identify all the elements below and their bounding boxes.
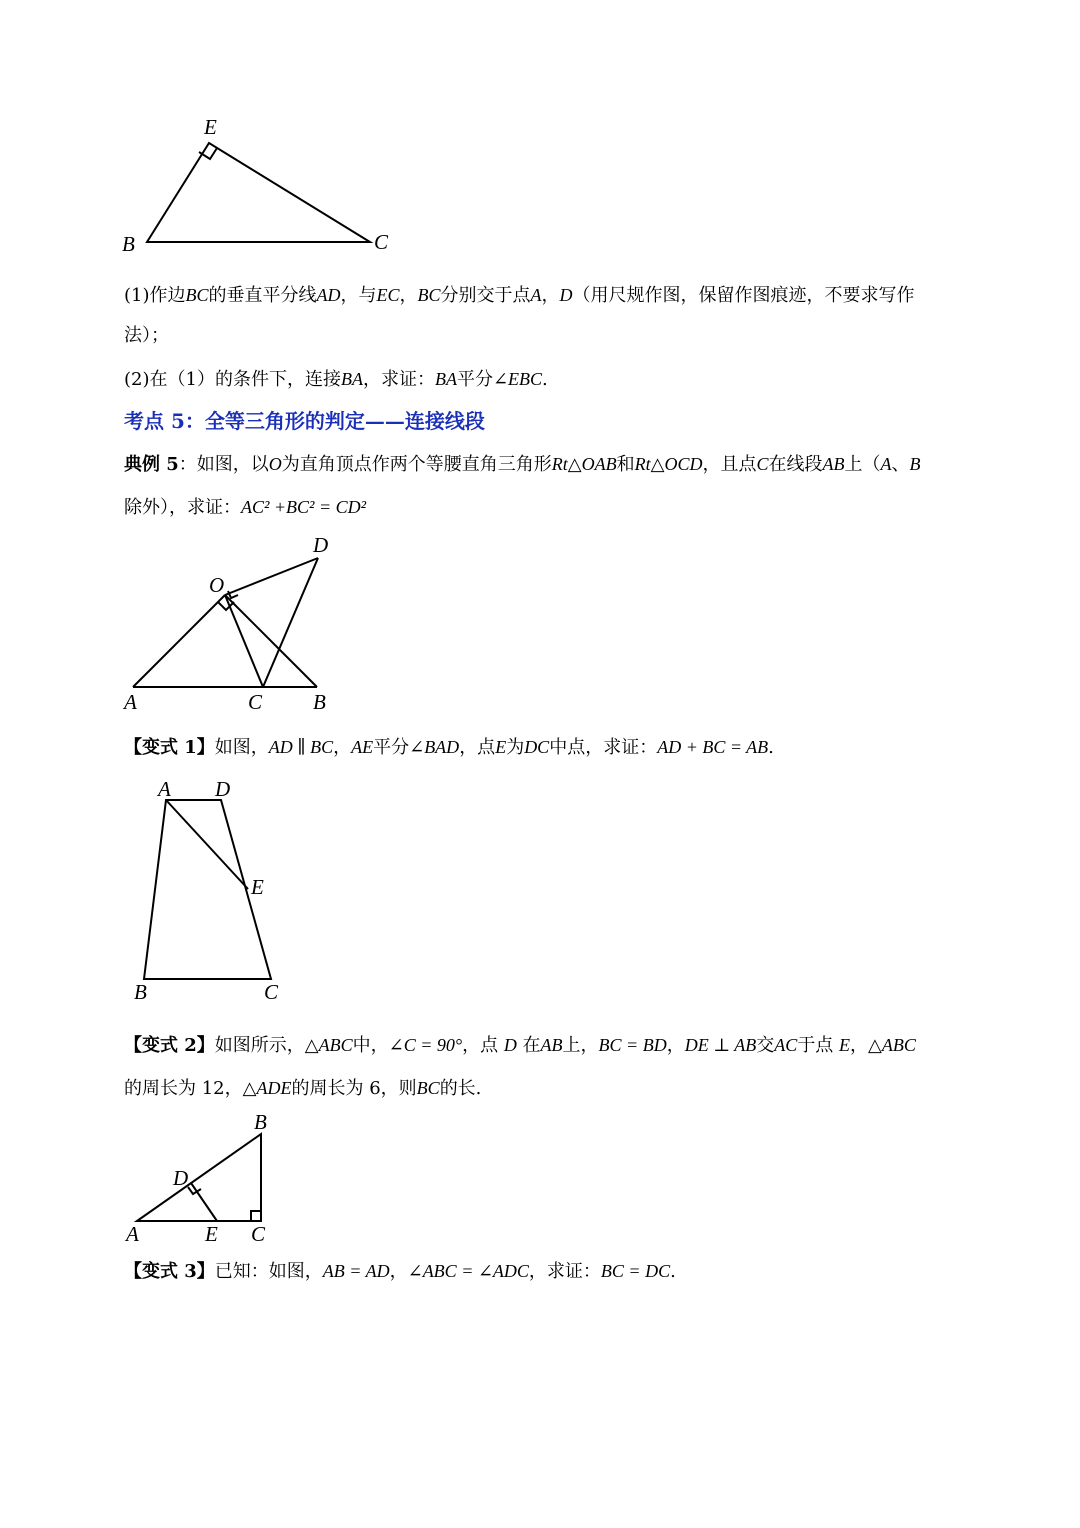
question-1-line-2: 法）； xyxy=(124,325,169,346)
variant-2-line-2: 的周长为 12，△ADE的周长为 6，则BC的长. xyxy=(124,1078,482,1099)
example-5-line-2: 除外），求证：AC² +BC² = CD² xyxy=(124,497,366,518)
triangle-ebc xyxy=(147,143,370,242)
segment-ae xyxy=(166,800,248,889)
segment-ob xyxy=(225,595,317,687)
label-e: E xyxy=(204,115,217,139)
variant-1: 【变式 1】如图，AD ∥ BC，AE平分∠BAD，点E为DC中点，求证：AD + BC = AB. xyxy=(124,737,774,758)
question-1-line-1: (1)作边BC的垂直平分线AD，与EC，BC分别交于点A，D（用尺规作图，保留作图痕迹，不要求写作 xyxy=(124,285,915,306)
label-a: A xyxy=(158,777,171,801)
question-2: (2)在（1）的条件下，连接BA，求证：BA平分∠EBC. xyxy=(124,369,548,390)
label-b: B xyxy=(122,232,135,256)
right-angle-mark-e xyxy=(199,148,217,159)
example-5-line-1: 典例 5：如图，以O为直角顶点作两个等腰直角三角形Rt△OAB和Rt△OCD，且点C在线段AB上（A、B xyxy=(124,454,921,475)
label-a: A xyxy=(124,690,137,714)
figure-triangle-ebc xyxy=(120,110,420,260)
label-o: O xyxy=(209,573,225,597)
figure-triangles-oab-ocd xyxy=(120,530,350,720)
label-e: E xyxy=(251,875,264,899)
label-d: D xyxy=(173,1166,189,1190)
segment-de xyxy=(191,1183,217,1221)
label-c: C xyxy=(248,690,263,714)
segment-oc xyxy=(225,595,263,687)
label-b: B xyxy=(313,690,326,714)
figure-right-triangle-abc xyxy=(120,1108,290,1248)
label-c: C xyxy=(264,980,279,1004)
section-5-heading: 考点 5：全等三角形的判定——连接线段 xyxy=(124,409,485,433)
label-a: A xyxy=(126,1222,139,1246)
label-b: B xyxy=(134,980,147,1004)
segment-ao xyxy=(133,595,225,687)
label-c: C xyxy=(374,230,389,254)
label-b: B xyxy=(254,1110,267,1134)
figure-trapezoid-abcd xyxy=(125,770,300,1010)
label-c: C xyxy=(251,1222,266,1246)
label-d: D xyxy=(313,533,329,557)
variant-2-line-1: 【变式 2】如图所示，△ABC中，∠C = 90°，点 D 在AB上，BC = BD，DE ⊥ AB交AC于点 E，△ABC xyxy=(124,1035,916,1056)
right-angle-mark-c xyxy=(251,1211,261,1221)
label-d: D xyxy=(215,777,231,801)
variant-3: 【变式 3】已知：如图，AB = AD，∠ABC = ∠ADC，求证：BC = DC. xyxy=(124,1261,676,1282)
triangle-abc xyxy=(137,1134,261,1221)
label-e: E xyxy=(205,1222,218,1246)
